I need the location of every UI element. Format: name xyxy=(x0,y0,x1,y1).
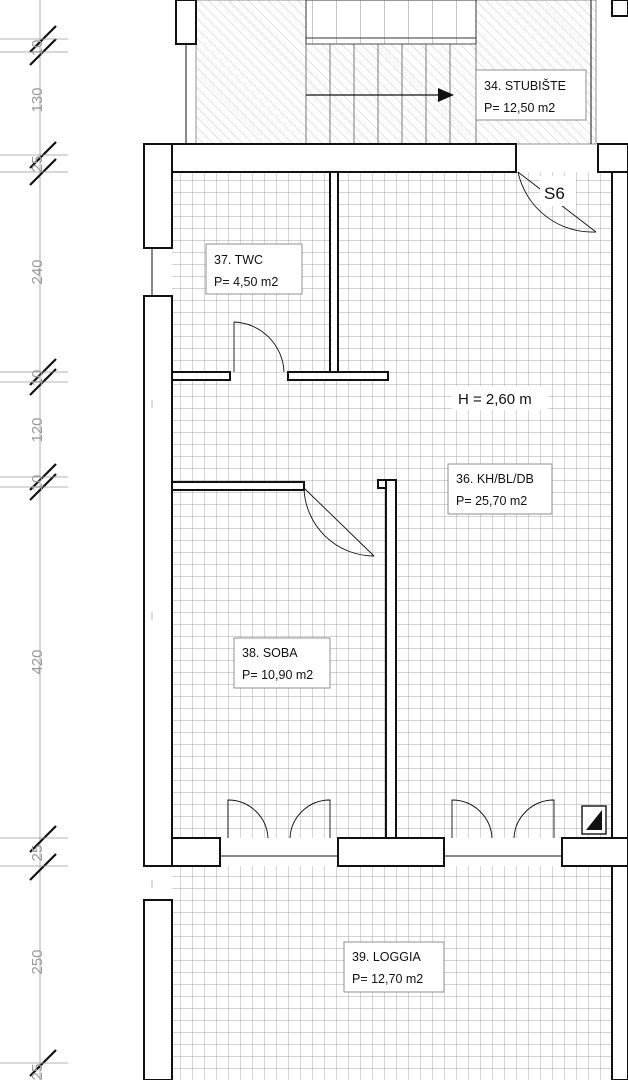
dim-10-b: 10 xyxy=(29,369,46,387)
stair-wall-left xyxy=(176,0,196,44)
dim-120: 120 xyxy=(29,417,46,443)
stair-marker-s6 xyxy=(540,176,576,206)
room-area: P= 4,50 m2 xyxy=(214,275,279,289)
dimension-chain xyxy=(0,0,68,1080)
dim-10-c: 10 xyxy=(29,474,46,492)
room-label-twc xyxy=(206,244,302,294)
room-name: 34. STUBIŠTE xyxy=(484,79,566,93)
dim-130: 130 xyxy=(29,87,46,113)
room-label-stubiste xyxy=(476,70,586,120)
dim-25-a: 25 xyxy=(29,155,46,173)
room-area: P= 10,90 m2 xyxy=(242,668,314,682)
dim-25-b: 25 xyxy=(29,844,46,862)
room-name: 38. SOBA xyxy=(242,646,298,660)
room-area: P= 12,50 m2 xyxy=(484,101,556,115)
dim-25-c: 25 xyxy=(29,1063,46,1080)
room-area: P= 12,70 m2 xyxy=(352,972,424,986)
room-label-loggia xyxy=(344,942,444,992)
ceiling-height-text: H = 2,60 m xyxy=(458,391,532,408)
dim-240: 240 xyxy=(29,259,46,285)
stair-wall-right xyxy=(612,0,628,16)
ceiling-height-note xyxy=(452,386,548,410)
room-name: 37. TWC xyxy=(214,253,264,267)
vent-shaft-icon xyxy=(582,806,606,834)
room-name: 36. KH/BL/DB xyxy=(456,472,534,486)
room-label-soba xyxy=(234,638,330,688)
stair-marker-text: S6 xyxy=(544,184,565,203)
room-label-kh-bl-db xyxy=(448,464,552,514)
room-area: P= 25,70 m2 xyxy=(456,494,528,508)
dim-250: 250 xyxy=(29,949,46,975)
room-name: 39. LOGGIA xyxy=(352,950,421,964)
dim-10-a: 10 xyxy=(29,39,46,57)
dim-420: 420 xyxy=(29,649,46,675)
